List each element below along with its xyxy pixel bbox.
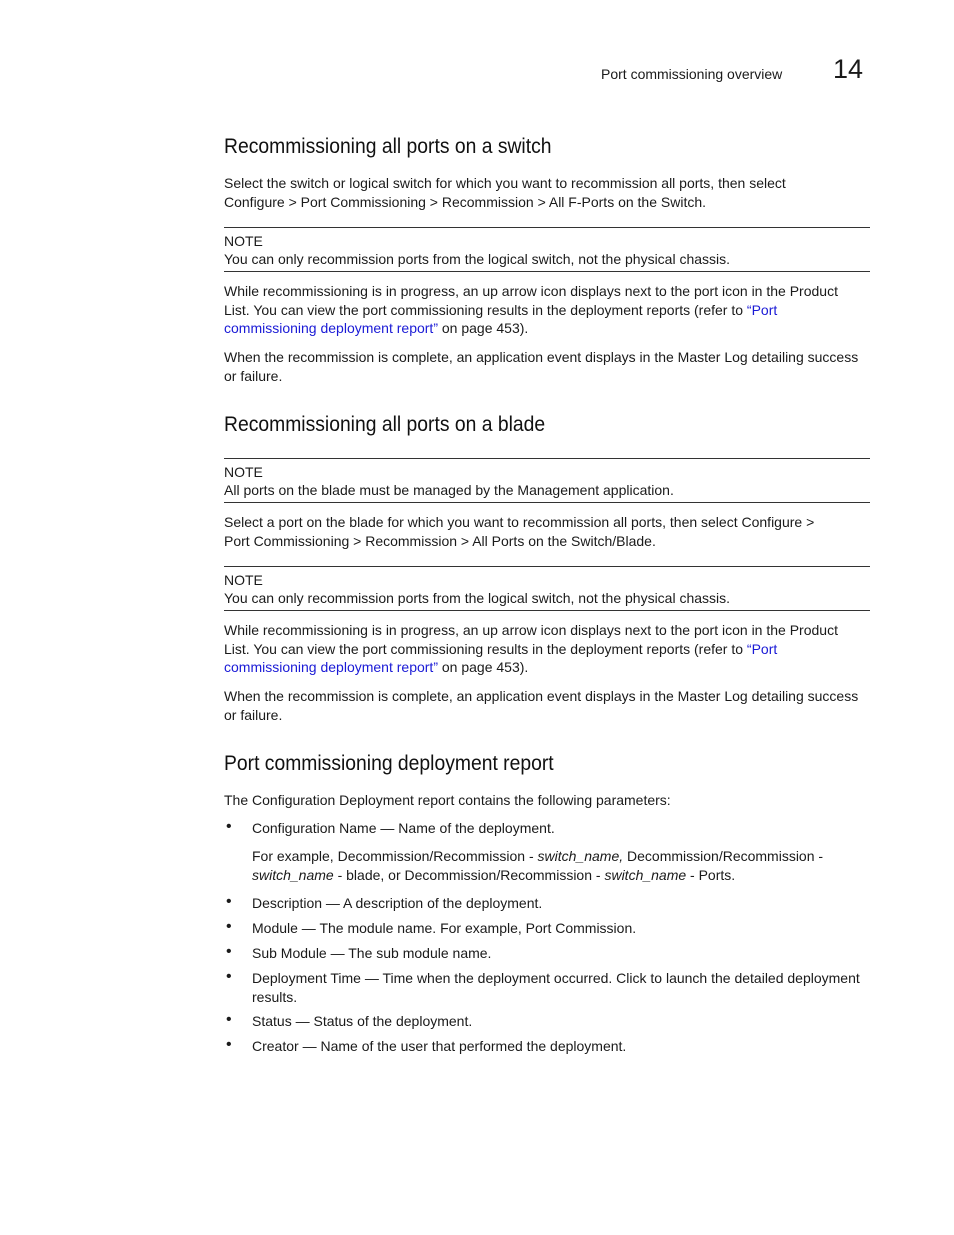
list-item: • Module — The module name. For example, Port Commission. xyxy=(226,918,637,936)
deployment-report-link[interactable]: “Port xyxy=(746,301,778,318)
bullet-icon: • xyxy=(226,968,232,985)
list-item: • Configuration Name — Name of the deployment. xyxy=(226,818,555,836)
switch-intro-paragraph: Select the switch or logical switch for which you want to recommission all ports, then select Configure > Port Commissioning > Recommission > All F-Ports on the Switch. xyxy=(224,175,786,210)
note-text: You can only recommission ports from the logical switch, not the physical chassis. xyxy=(224,590,731,606)
note-text: All ports on the blade must be managed by the Management application. xyxy=(224,482,674,498)
deployment-report-link-continued[interactable]: commissioning deployment report” xyxy=(224,320,438,337)
bullet-icon: • xyxy=(226,943,232,960)
chapter-number: 14 xyxy=(833,54,864,84)
list-item: • Creator — Name of the user that performed the deployment. xyxy=(226,1036,627,1054)
bullet-icon: • xyxy=(226,1011,232,1028)
note-label: NOTE xyxy=(224,233,263,249)
blade-select-paragraph: Select a port on the blade for which you want to recommission all ports, then select Configure > Port Commissioning > Recommission > All Ports on the Switch/Blade. xyxy=(224,514,815,549)
blade-note-2 xyxy=(224,566,870,611)
note-label: NOTE xyxy=(224,464,263,480)
bullet-icon: • xyxy=(226,918,232,935)
list-item: • Description — A description of the deployment. xyxy=(226,893,543,911)
heading-recommission-blade: Recommissioning all ports on a blade xyxy=(224,413,546,436)
deployment-report-link[interactable]: “Port xyxy=(746,640,778,657)
report-intro-paragraph: The Configuration Deployment report contains the following parameters: xyxy=(224,792,671,808)
bullet-icon: • xyxy=(226,1036,232,1053)
blade-menu-path: Configure > xyxy=(741,514,815,530)
blade-progress-paragraph: While recommissioning is in progress, an up arrow icon displays next to the port icon in the Product List. You can view the port commissioning results in the deployment reports (refer to “Port commissioning deployment report” on page 453). xyxy=(224,622,838,676)
list-item: • Deployment Time — Time when the deployment occurred. Click to launch the detailed deployment results. xyxy=(226,968,860,1005)
switch-intro-text: Select the switch or logical switch for which you want to recommission all ports, then select xyxy=(224,175,786,191)
bullet-icon: • xyxy=(226,893,232,910)
bullet-icon: • xyxy=(226,818,232,835)
heading-recommission-switch: Recommissioning all ports on a switch xyxy=(224,135,552,158)
blade-menu-path-continued: Port Commissioning > Recommission > All Ports on the Switch/Blade xyxy=(224,532,652,549)
switch-note xyxy=(224,227,870,272)
switch-complete-paragraph: When the recommission is complete, an application event displays in the Master Log detailing success or failure. xyxy=(224,349,859,384)
list-item: • Status — Status of the deployment. xyxy=(226,1011,473,1029)
blade-note-1 xyxy=(224,458,870,503)
heading-deployment-report: Port commissioning deployment report xyxy=(224,752,554,775)
configuration-deployment-term: Configuration Deployment xyxy=(252,792,414,808)
list-item: • Sub Module — The sub module name. xyxy=(226,943,492,961)
note-text: You can only recommission ports from the logical switch, not the physical chassis. xyxy=(224,251,731,267)
running-header-section: Port commissioning overview xyxy=(601,66,783,82)
configuration-name-example: For example, Decommission/Recommission - switch_name, Decommission/Recommission - switch_name - blade, or Decommission/Recommission - switch_name - Ports. xyxy=(252,848,824,883)
switch-progress-paragraph: While recommissioning is in progress, an up arrow icon displays next to the port icon in the Product List. You can view the port commissioning results in the deployment reports (refer to “Port commissioning deployment report” on page 453). xyxy=(224,283,838,337)
switch-menu-path: Configure > Port Commissioning > Recommission > All F-Ports on the Switch xyxy=(224,193,703,210)
deployment-report-link-continued[interactable]: commissioning deployment report” xyxy=(224,659,438,676)
note-label: NOTE xyxy=(224,572,263,588)
blade-complete-paragraph: When the recommission is complete, an application event displays in the Master Log detailing success or failure. xyxy=(224,688,859,723)
